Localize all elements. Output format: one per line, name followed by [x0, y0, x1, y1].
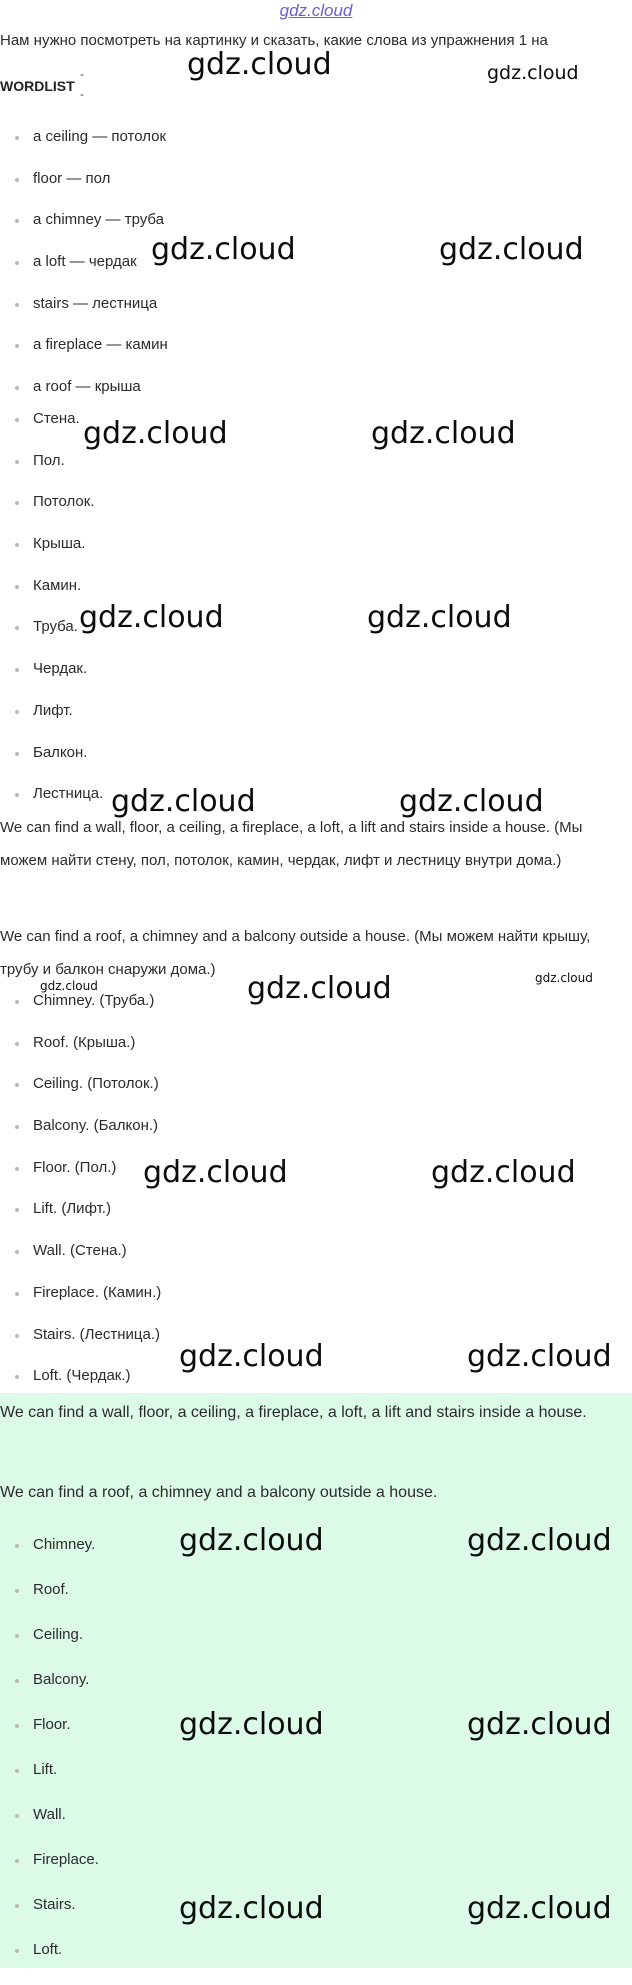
- list-item: Chimney.: [0, 1535, 99, 1580]
- answer-inside-ru: We can find a wall, floor, a ceiling, a fireplace, a loft, a lift and stairs inside a house. (Мы можем найти стену, пол, потолок, камин, чердак, лифт и лестницу внутри дома.): [0, 819, 583, 869]
- list-item: Пол.: [0, 451, 103, 493]
- list-item: Floor. (Пол.): [0, 1158, 161, 1200]
- list-item: a roof — крыша: [0, 377, 168, 419]
- watermark: gdz.cloud: [40, 979, 98, 993]
- site-logo[interactable]: gdz.cloud: [279, 1, 353, 20]
- list-item: Fireplace.: [0, 1850, 99, 1895]
- cut-off-text: - -: [80, 67, 86, 101]
- watermark: gdz.cloud: [487, 62, 579, 84]
- wordlist-heading-text: WORDLIST: [0, 78, 75, 94]
- list-item: Стена.: [0, 409, 103, 451]
- list-item: Крыша.: [0, 534, 103, 576]
- answer-inside-en: We can find a wall, floor, a ceiling, a fireplace, a loft, a lift and stairs inside a house.: [0, 1404, 587, 1421]
- list-item: Loft. (Чердак.): [0, 1366, 161, 1408]
- list-item: a fireplace — камин: [0, 335, 168, 377]
- list-item: Чердак.: [0, 659, 103, 701]
- list-item: Fireplace. (Камин.): [0, 1283, 161, 1325]
- watermark: gdz.cloud: [83, 416, 228, 451]
- list-item: Ceiling.: [0, 1625, 99, 1670]
- list-item: Stairs. (Лестница.): [0, 1325, 161, 1367]
- list-item: a loft — чердак: [0, 252, 168, 294]
- task-intro: Нам нужно посмотреть на картинку и сказать, какие слова из упражнения 1 на: [0, 32, 548, 49]
- watermark: gdz.cloud: [143, 1155, 288, 1190]
- watermark: gdz.cloud: [187, 47, 332, 82]
- list-item: Roof.: [0, 1580, 99, 1625]
- watermark: gdz.cloud: [111, 784, 256, 819]
- watermark: gdz.cloud: [179, 1891, 324, 1926]
- watermark: gdz.cloud: [179, 1339, 324, 1374]
- watermark: gdz.cloud: [467, 1339, 612, 1374]
- list-item: Потолок.: [0, 492, 103, 534]
- answer-outside-ru: We can find a roof, a chimney and a balcony outside a house. (Мы можем найти крышу, трубу и балкон снаружи дома.): [0, 928, 591, 978]
- watermark: gdz.cloud: [179, 1707, 324, 1742]
- list-item: Lift. (Лифт.): [0, 1199, 161, 1241]
- list-item: a ceiling — потолок: [0, 127, 168, 169]
- watermark: gdz.cloud: [431, 1155, 576, 1190]
- english-word-list: [0, 1535, 99, 1985]
- list-item: Лифт.: [0, 701, 103, 743]
- wordlist-heading: [0, 67, 86, 101]
- watermark: gdz.cloud: [535, 971, 593, 985]
- list-item: Floor.: [0, 1715, 99, 1760]
- watermark: gdz.cloud: [467, 1891, 612, 1926]
- watermark: gdz.cloud: [247, 971, 392, 1006]
- wordlist: [0, 127, 168, 419]
- watermark: gdz.cloud: [439, 232, 584, 267]
- list-item: Ceiling. (Потолок.): [0, 1074, 161, 1116]
- list-item: Loft.: [0, 1940, 99, 1985]
- list-item: floor — пол: [0, 169, 168, 211]
- bilingual-word-list: [0, 991, 161, 1408]
- list-item: Balcony. (Балкон.): [0, 1116, 161, 1158]
- list-item: Balcony.: [0, 1670, 99, 1715]
- list-item: a chimney — труба: [0, 210, 168, 252]
- list-item: Roof. (Крыша.): [0, 1033, 161, 1075]
- list-item: Балкон.: [0, 743, 103, 785]
- watermark: gdz.cloud: [151, 232, 296, 267]
- list-item: Лестница.: [0, 784, 103, 826]
- watermark: gdz.cloud: [467, 1523, 612, 1558]
- watermark: gdz.cloud: [467, 1707, 612, 1742]
- list-item: Wall.: [0, 1805, 99, 1850]
- watermark: gdz.cloud: [367, 600, 512, 635]
- list-item: Wall. (Стена.): [0, 1241, 161, 1283]
- list-item: Lift.: [0, 1760, 99, 1805]
- watermark: gdz.cloud: [79, 600, 224, 635]
- watermark: gdz.cloud: [179, 1523, 324, 1558]
- list-item: stairs — лестница: [0, 294, 168, 336]
- list-item: Stairs.: [0, 1895, 99, 1940]
- watermark: gdz.cloud: [371, 416, 516, 451]
- list-item: Камин.: [0, 576, 103, 618]
- list-item: Труба.: [0, 617, 103, 659]
- answer-outside-en: We can find a roof, a chimney and a balcony outside a house.: [0, 1484, 438, 1501]
- watermark: gdz.cloud: [399, 784, 544, 819]
- list-item: Chimney. (Труба.): [0, 991, 161, 1033]
